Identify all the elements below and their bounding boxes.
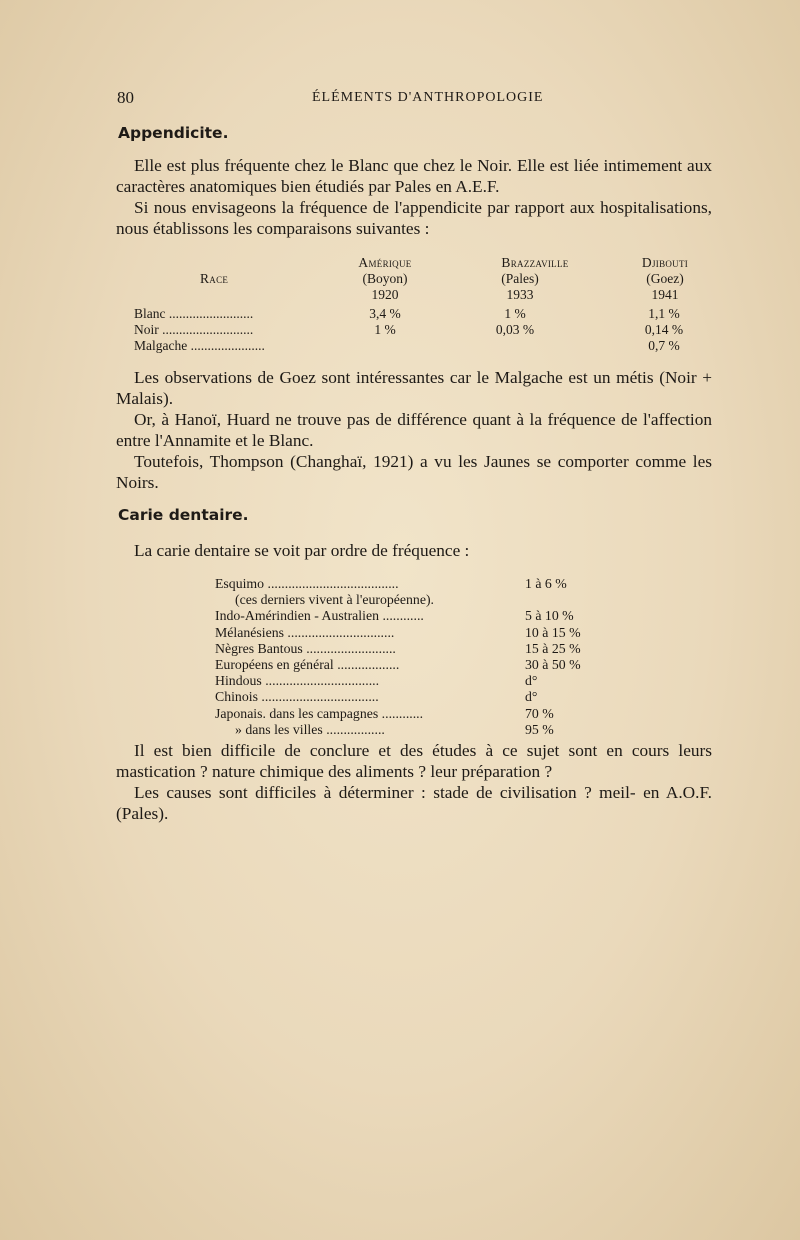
list-item: Européens en général .................. 30 à 50 % (215, 656, 581, 672)
carie-intro (116, 540, 712, 561)
list-item: Mélanésiens ............................... 10 à 15 % (215, 624, 581, 640)
list-item: Esquimo ...................................... 1 à 6 % (215, 576, 567, 591)
paragraph: Si nous envisageons la fréquence de l'appendicite par rapport aux hospitalisations, nous établissons les comparaisons suivantes : (116, 198, 712, 238)
row-header-race: Race (200, 271, 229, 286)
list-item: Nègres Bantous .......................... 15 à 25 % (215, 640, 581, 656)
list-item: (ces derniers vivent à l'européenne). (235, 592, 434, 608)
paragraph: Il est bien difficile de conclure et des études à ce sujet sont en cours leurs mastication ? nature chimique des aliments ? leur préparation ? (116, 741, 712, 781)
paragraph: Les observations de Goez sont intéressantes car le Malgache est un métis (Noir + Malais). (116, 368, 712, 408)
cell-value: 1,1 % (648, 306, 680, 321)
col-year-brazzaville: 1933 (506, 287, 534, 302)
list-item: Japonais. dans les campagnes ............ 70 % (215, 705, 554, 721)
row-label: Malgache ...................... (134, 338, 265, 353)
cell-value: 0,7 % (648, 338, 680, 353)
col-title-brazzaville: Brazzaville (501, 255, 569, 270)
cell-value: 1 % (374, 322, 396, 337)
appendicite-discussion (116, 367, 712, 493)
cell-value: 3,4 % (369, 306, 401, 321)
col-source-brazzaville: (Pales) (501, 271, 539, 286)
col-title-amerique: Amérique (358, 255, 412, 270)
col-year-djibouti: 1941 (651, 287, 679, 302)
table-row (134, 338, 694, 354)
section-heading-carie: Carie dentaire. (118, 506, 249, 524)
cell-value: 0,14 % (644, 322, 684, 337)
carie-conclusion (116, 740, 712, 824)
table-row (134, 322, 694, 338)
cell-value: 0,03 % (495, 322, 535, 337)
list-item: Hindous ................................. d° (215, 673, 538, 689)
col-source-djibouti: (Goez) (646, 271, 684, 286)
list-item: » dans les villes ................. 95 % (235, 721, 554, 737)
cell-value: 1 % (504, 306, 526, 321)
col-source-amerique: (Boyon) (362, 271, 408, 286)
paragraph: Toutefois, Thompson (Changhaï, 1921) a vu les Jaunes se comporter comme les Noirs. (116, 452, 712, 492)
paragraph: La carie dentaire se voit par ordre de fréquence : (134, 541, 470, 560)
row-label: Noir ........................... (134, 322, 254, 337)
col-year-amerique: 1920 (371, 287, 399, 302)
row-label: Blanc ......................... (134, 306, 254, 321)
paragraph: Or, à Hanoï, Huard ne trouve pas de différence quant à la fréquence de l'affection entre l'Annamite et le Blanc. (116, 410, 712, 450)
caries-frequency-list (215, 576, 635, 738)
paragraph: Elle est plus fréquente chez le Blanc que chez le Noir. Elle est liée intimement aux caractères anatomiques bien étudiés par Pales en A.E.F. (116, 156, 712, 196)
paragraph: Les causes sont difficiles à déterminer : stade de civilisation ? meil- en A.O.F. (Pales). (116, 783, 712, 823)
list-item: Indo-Amérindien - Australien ............ 5 à 10 % (215, 608, 574, 624)
list-item: Chinois .................................. d° (215, 689, 538, 705)
appendicite-intro (116, 155, 712, 239)
table-row (134, 306, 694, 322)
running-title: ÉLÉMENTS D'ANTHROPOLOGIE (312, 90, 544, 105)
section-heading-appendicite: Appendicite. (118, 124, 229, 142)
col-title-djibouti: Djibouti (641, 255, 689, 270)
page-number: 80 (117, 88, 134, 107)
